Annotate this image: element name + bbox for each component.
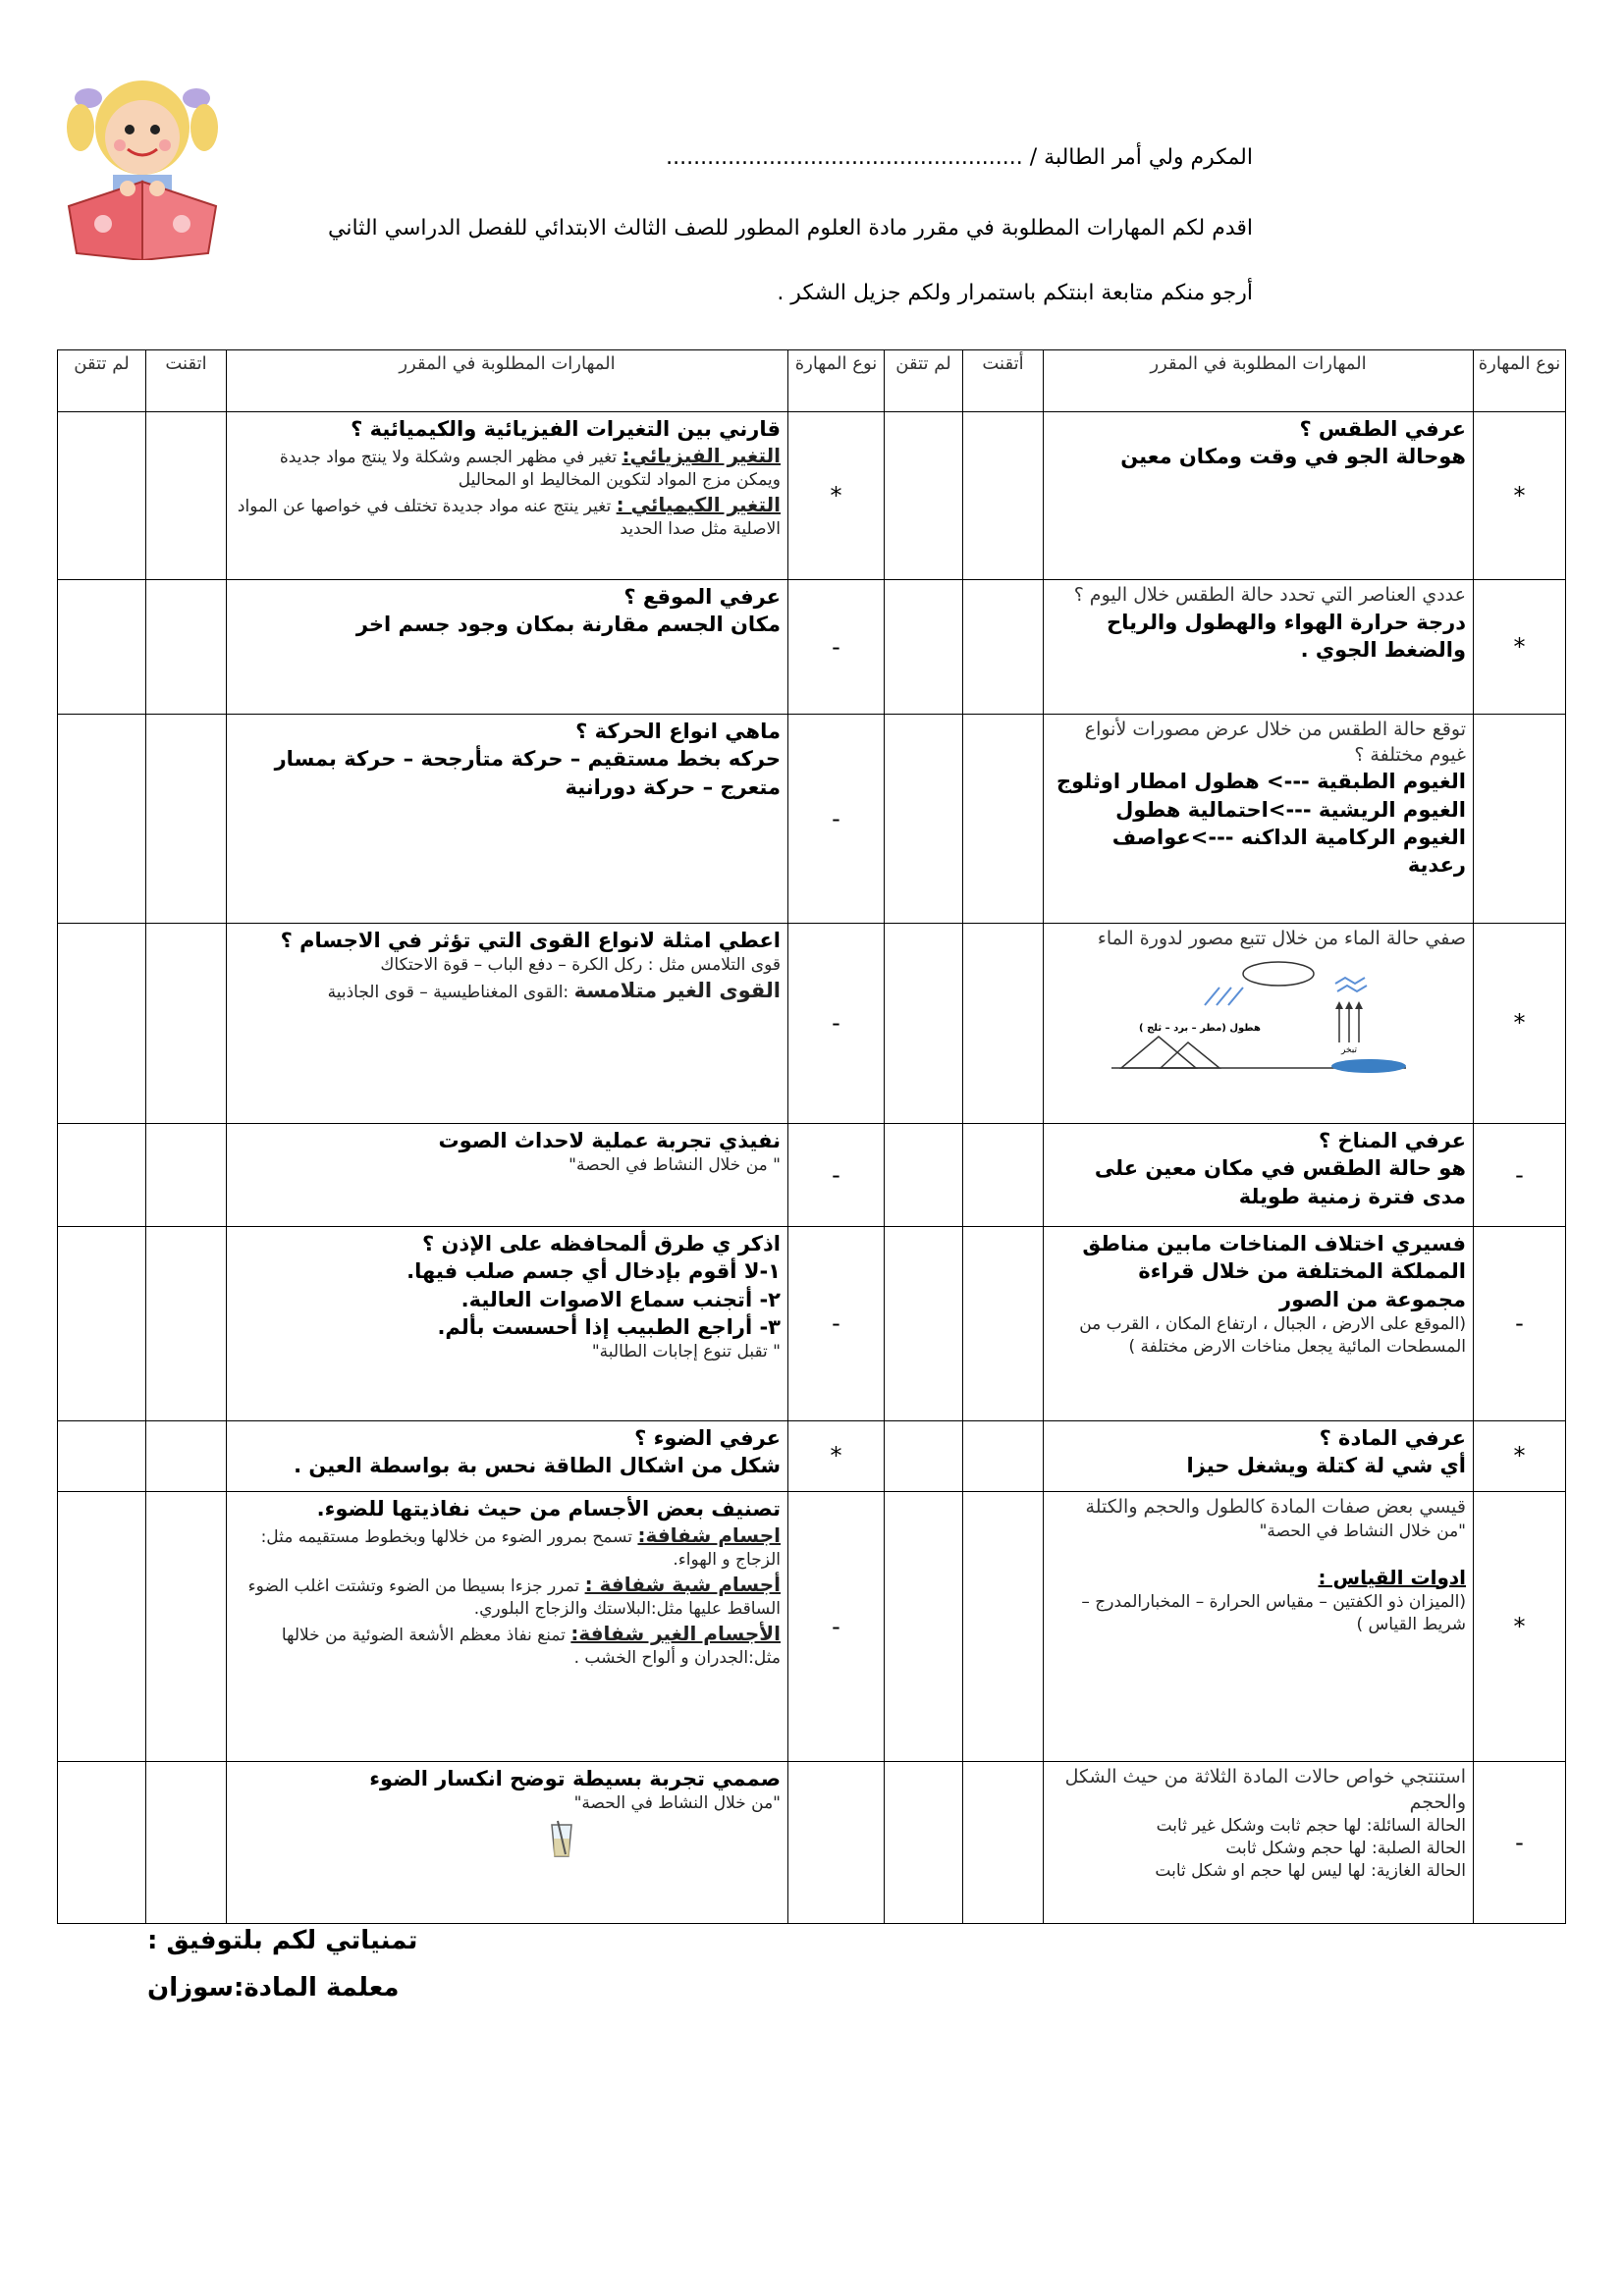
table-row [58, 412, 1566, 580]
term-label: أجسام شبة شفافة : [584, 1573, 781, 1597]
not-mastered-checkbox[interactable] [58, 1227, 146, 1421]
skill-cell [227, 1492, 788, 1762]
table-row [58, 1124, 1566, 1227]
mastered-checkbox[interactable] [963, 715, 1044, 924]
skill-cell [1044, 1227, 1474, 1421]
term-text: تسمح بمرور الضوء من خلالها وبخطوط مستقيمه مثل: الزجاج و الهواء. [260, 1527, 781, 1571]
greeting-line: المكرم ولي أمر الطالبة / .................................................... [666, 145, 1253, 170]
term-label: اجسام شفافة: [637, 1523, 781, 1548]
mastered-checkbox[interactable] [963, 1421, 1044, 1492]
skill-question: صممي تجربة بسيطة توضح انكسار الضوء [369, 1767, 781, 1790]
term-text: تمرر جزءا بسيطا من الضوء وتشتت اغلب الضوء الساقط عليها مثل:البلاستك والزجاج البلوري. [247, 1576, 781, 1620]
skill-answer: ١-لا أقوم بإدخال أي جسم صلب فيها. [406, 1259, 781, 1284]
skill-type-mark: - [1474, 1227, 1566, 1421]
table-row [58, 1227, 1566, 1421]
skill-cell [227, 1762, 788, 1924]
skill-type-mark [1474, 715, 1566, 924]
skill-question: اعطي امثلة لانواع القوى التي تؤثر في الاجسام ؟ [280, 929, 781, 952]
skill-answer: ٢- أتجنب سماع الاصوات العالية. [460, 1287, 781, 1311]
term-text: تغير في مظهر الجسم وشكلة ولا ينتج مواد جديدة ويمكن مزج المواد لتكوين المخاليط او المحاليل [279, 448, 781, 491]
intro-line: اقدم لكم المهارات المطلوبة في مقرر مادة العلوم المطور للصف الثالث الابتدائي للفصل الدراسي الثاني [328, 216, 1253, 240]
not-mastered-checkbox[interactable] [885, 1124, 963, 1227]
skills-table [57, 349, 1566, 1924]
skill-cell [1044, 924, 1474, 1124]
mastered-checkbox[interactable] [146, 1762, 227, 1924]
skill-type-mark: - [788, 1124, 885, 1227]
skill-type-mark: - [788, 715, 885, 924]
skill-type-mark: * [1474, 412, 1566, 580]
skill-note: "من خلال النشاط في الحصة" [1259, 1521, 1466, 1541]
skill-question: استنتجي خواص حالات المادة الثلاثة من حيث الشكل والحجم [1064, 1766, 1466, 1813]
not-mastered-checkbox[interactable] [58, 1124, 146, 1227]
precipitation-label: هطول (مطر – برد – ثلج ) [1138, 1022, 1261, 1034]
col-skills-right: المهارات المطلوبة في المقرر [1044, 350, 1474, 412]
skill-question: عددي العناصر التي تحدد حالة الطقس خلال اليوم ؟ [1073, 584, 1466, 606]
skill-note: " تقبل تنوع إجابات الطالبة" [591, 1342, 781, 1362]
skill-question: اذكر ي طرق ألمحافظه على الإذن ؟ [422, 1232, 781, 1255]
skill-type-mark: * [788, 412, 885, 580]
term-text: تمنع نفاذ معظم الأشعة الضوئية من خلالها مثل:الجدران و ألواح الخشب . [281, 1626, 781, 1669]
skill-cell [227, 580, 788, 715]
table-row [58, 1762, 1566, 1924]
skill-question: قيسي بعض صفات المادة كالطول والحجم والكتلة [1085, 1496, 1466, 1518]
skill-answer: شكل من اشكال الطاقة نحس بة بواسطة العين . [294, 1454, 781, 1478]
skill-question: عرفي الطقس ؟ [1299, 417, 1466, 441]
skill-cell [1044, 580, 1474, 715]
col-mastered-left: اتقنت [146, 350, 227, 412]
skill-cell [227, 1421, 788, 1492]
not-mastered-checkbox[interactable] [885, 1762, 963, 1924]
not-mastered-checkbox[interactable] [885, 580, 963, 715]
mastered-checkbox[interactable] [146, 1124, 227, 1227]
col-skills-left: المهارات المطلوبة في المقرر [227, 350, 788, 412]
col-not-mastered-right: لم تتقن [885, 350, 963, 412]
skill-cell [227, 412, 788, 580]
mastered-checkbox[interactable] [146, 715, 227, 924]
skill-question: قارني بين التغيرات الفيزيائية والكيميائية ؟ [351, 417, 781, 441]
skill-answer: هوحالة الجو في وقت ومكان معين [1120, 445, 1466, 469]
mastered-checkbox[interactable] [963, 412, 1044, 580]
col-not-mastered-left: لم تتقن [58, 350, 146, 412]
teacher-signature: معلمة المادة:سوزان [147, 1973, 400, 2002]
term-label: القوى الغير متلامسة [573, 979, 781, 1003]
mastered-checkbox[interactable] [963, 1762, 1044, 1924]
term-label: الأجسام الغير شفافة: [570, 1622, 781, 1646]
skill-note: (الموقع على الارض ، الجبال ، ارتفاع المكان ، القرب من المسطحات المائية يجعل مناخات الارض مختلفة ) [1079, 1314, 1466, 1357]
skill-cell [227, 1124, 788, 1227]
skill-type-mark: - [788, 1227, 885, 1421]
not-mastered-checkbox[interactable] [885, 1492, 963, 1762]
term-label: التغير الكيميائي : [616, 493, 781, 517]
table-row [58, 1492, 1566, 1762]
skill-answer: الحالة الصلبة: لها حجم وشكل ثابت [1225, 1839, 1466, 1859]
mastered-checkbox[interactable] [963, 1227, 1044, 1421]
col-mastered-right: أتقنت [963, 350, 1044, 412]
skill-type-mark: * [1474, 924, 1566, 1124]
not-mastered-checkbox[interactable] [885, 412, 963, 580]
tools-list: (الميزان ذو الكفتين – مقياس الحرارة – المخبارالمدرج – شريط القياس ) [1081, 1591, 1466, 1634]
skill-type-mark: * [1474, 1421, 1566, 1492]
term-label: التغير الفيزيائي: [622, 444, 781, 468]
not-mastered-checkbox[interactable] [885, 715, 963, 924]
term-text: تغير ينتج عنه مواد جديدة تختلف في خواصها عن المواد الاصلية مثل صدا الحديد [237, 497, 781, 540]
skill-cell [1044, 1421, 1474, 1492]
skill-type-mark: - [788, 924, 885, 1124]
mastered-checkbox[interactable] [963, 924, 1044, 1124]
skill-answer: الغيوم الركامية الداكنه --->عواصف رعدية [1111, 825, 1466, 878]
table-row [58, 1421, 1566, 1492]
mastered-checkbox[interactable] [963, 1124, 1044, 1227]
skill-answer: ٣- أراجع الطبيب إذا أحسست بألم. [437, 1315, 781, 1340]
skill-cell [1044, 1762, 1474, 1924]
not-mastered-checkbox[interactable] [58, 580, 146, 715]
skill-answer: درجة حرارة الهواء والهطول والرياح والضغط الجوي . [1107, 610, 1466, 662]
skill-type-mark: - [1474, 1762, 1566, 1924]
skill-question: نفيذي تجربة عملية لاحداث الصوت [438, 1129, 781, 1152]
skill-type-mark: - [788, 580, 885, 715]
not-mastered-checkbox[interactable] [885, 1421, 963, 1492]
skill-note: " من خلال النشاط في الحصة" [568, 1155, 781, 1176]
skill-type-mark: - [788, 1492, 885, 1762]
mastered-checkbox[interactable] [146, 580, 227, 715]
skill-question: ماهي انواع الحركة ؟ [575, 720, 781, 743]
skill-cell [1044, 412, 1474, 580]
skill-question: فسيري اختلاف المناخات مابين مناطق المملكة المختلفة من خلال قراءة مجموعة من الصور [1082, 1232, 1466, 1311]
not-mastered-checkbox[interactable] [885, 924, 963, 1124]
table-row [58, 715, 1566, 924]
not-mastered-checkbox[interactable] [58, 924, 146, 1124]
skill-question: عرفي المادة ؟ [1319, 1426, 1466, 1450]
col-type-left: نوع المهارة [788, 350, 885, 412]
skill-question: عرفي المناخ ؟ [1319, 1129, 1466, 1152]
skill-answer: الغيوم الريشية --->احتمالية هطول [1115, 797, 1466, 822]
skill-answer: أي شي لة كتلة ويشغل حيزا [1186, 1454, 1466, 1478]
skill-question: عرفي الضوء ؟ [634, 1426, 781, 1450]
term-text: :القوى المغناطيسية – قوى الجاذبية [327, 983, 574, 1003]
skill-cell [227, 715, 788, 924]
skill-type-mark: - [1474, 1124, 1566, 1227]
skill-cell [227, 924, 788, 1124]
skill-answer: قوى التلامس مثل : ركل الكرة – دفع الباب – قوة الاحتكاك [380, 955, 781, 976]
mastered-checkbox[interactable] [146, 1492, 227, 1762]
tools-heading: ادوات القياس : [1318, 1565, 1466, 1589]
mastered-checkbox[interactable] [963, 1492, 1044, 1762]
mastered-checkbox[interactable] [963, 580, 1044, 715]
mastered-checkbox[interactable] [146, 924, 227, 1124]
mastered-checkbox[interactable] [146, 1421, 227, 1492]
water-cycle-diagram [1111, 958, 1406, 1074]
skill-type-mark: * [788, 1421, 885, 1492]
skill-answer: الحالة السائلة: لها حجم ثابت وشكل غير ثابت [1156, 1816, 1466, 1837]
not-mastered-checkbox[interactable] [885, 1227, 963, 1421]
mastered-checkbox[interactable] [146, 412, 227, 580]
skill-answer: مكان الجسم مقارنة بمكان وجود جسم اخر [355, 613, 781, 637]
mastered-checkbox[interactable] [146, 1227, 227, 1421]
skill-question: تصنيف بعض الأجسام من حيث نفاذيتها للضوء. [316, 1497, 781, 1521]
not-mastered-checkbox[interactable] [58, 1492, 146, 1762]
skill-cell [1044, 1492, 1474, 1762]
skill-answer: الحالة الغازية: لها ليس لها حجم او شكل ثابت [1155, 1861, 1466, 1882]
skill-question: صفي حالة الماء من خلال تتبع مصور لدورة الماء [1097, 928, 1466, 949]
skill-question: عرفي الموقع ؟ [623, 585, 781, 609]
skill-answer: الغيوم الطبقية ---> هطول امطار اوثلوج [1056, 770, 1466, 794]
skill-answer: حركه بخط مستقيم – حركة متأرجحة – حركة بمسار متعرج – حركة دورانية [274, 747, 781, 799]
not-mastered-checkbox[interactable] [58, 412, 146, 580]
skill-question: توقع حالة الطقس من خلال عرض مصورات لأنواع غيوم مختلفة ؟ [1084, 719, 1466, 766]
not-mastered-checkbox[interactable] [58, 1421, 146, 1492]
skill-type-mark [788, 1762, 885, 1924]
skill-type-mark: * [1474, 1492, 1566, 1762]
col-type-right: نوع المهارة [1474, 350, 1566, 412]
table-row [58, 924, 1566, 1124]
request-line: أرجو منكم متابعة ابنتكم باستمرار ولكم جزيل الشكر . [777, 281, 1253, 305]
skill-type-mark: * [1474, 580, 1566, 715]
skill-answer: هو حالة الطقس في مكان معين على مدى فترة زمنية طويلة [1094, 1156, 1466, 1208]
evaporation-label: تبخر [1340, 1044, 1357, 1055]
skill-cell [1044, 715, 1474, 924]
closing-wish: تمنياتي لكم بلتوفيق : [147, 1926, 418, 1955]
glass-with-straw-icon [549, 1819, 574, 1858]
skill-cell [227, 1227, 788, 1421]
table-header-row [58, 350, 1566, 412]
table-row [58, 580, 1566, 715]
not-mastered-checkbox[interactable] [58, 715, 146, 924]
skill-cell [1044, 1124, 1474, 1227]
skill-note: "من خلال النشاط في الحصة" [573, 1793, 781, 1814]
not-mastered-checkbox[interactable] [58, 1762, 146, 1924]
